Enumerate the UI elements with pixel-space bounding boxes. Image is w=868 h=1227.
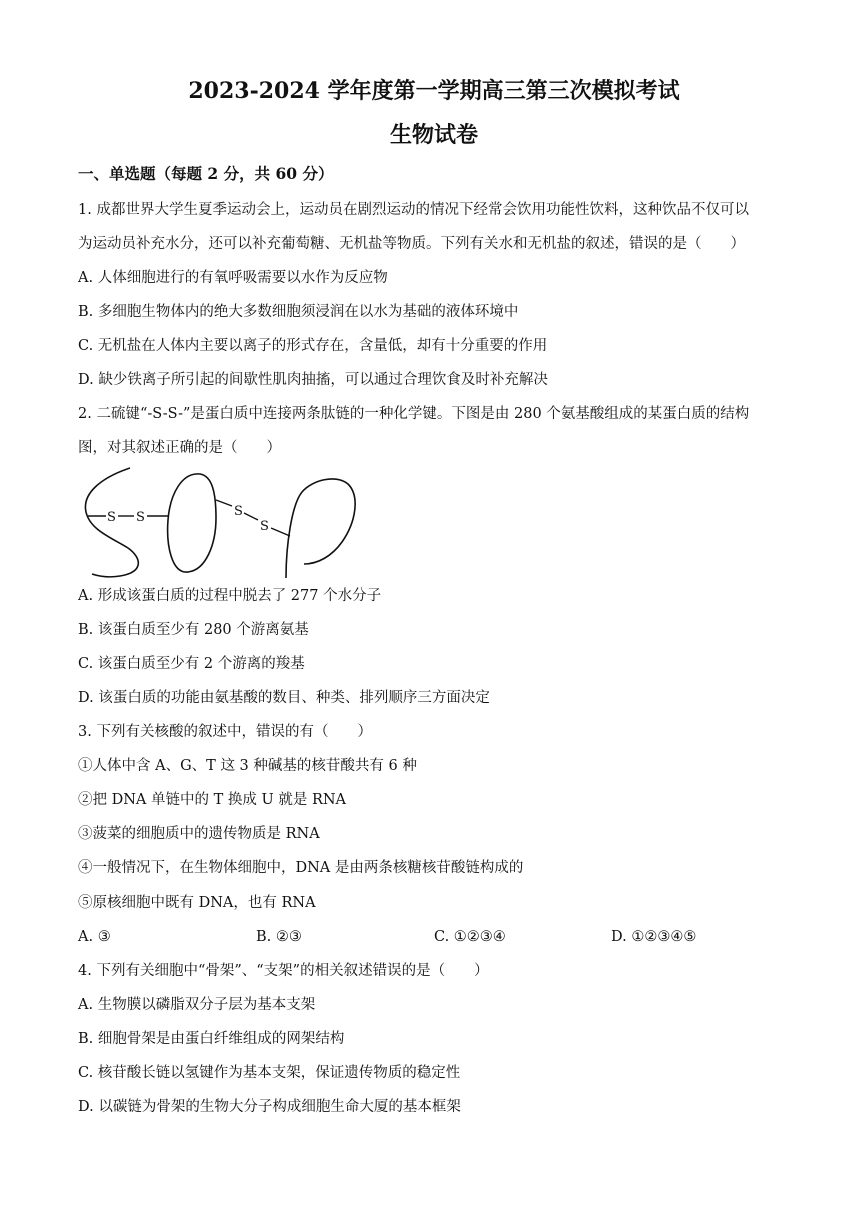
- exam-title: 2023-2024 学年度第一学期高三第三次模拟考试: [188, 78, 680, 104]
- q3-statement-5: ⑤原核细胞中既有 DNA，也有 RNA: [78, 895, 316, 911]
- q4-option-b: B. 细胞骨架是由蛋白纤维组成的网架结构: [78, 1031, 345, 1047]
- q2-option-a: A. 形成该蛋白质的过程中脱去了 277 个水分子: [78, 588, 382, 604]
- q3-option-b: B. ②③: [256, 929, 302, 945]
- q2-stem-line1: 2. 二硫键“-S-S-”是蛋白质中连接两条肽链的一种化学键。下图是由 280 个氨基酸组成的某蛋白质的结构: [78, 406, 750, 422]
- q1-stem-line2: 为运动员补充水分，还可以补充葡萄糖、无机盐等物质。下列有关水和无机盐的叙述，错误的是（ ）: [78, 236, 745, 252]
- q4-option-a: A. 生物膜以磷脂双分子层为基本支架: [78, 997, 316, 1013]
- q4-option-c: C. 核苷酸长链以氢键作为基本支架，保证遗传物质的稳定性: [78, 1065, 461, 1081]
- q4-option-d: D. 以碳链为骨架的生物大分子构成细胞生命大厦的基本框架: [78, 1099, 461, 1115]
- q3-option-c: C. ①②③④: [434, 929, 506, 945]
- sulfur-label: S: [136, 510, 145, 525]
- q1-option-d: D. 缺少铁离子所引起的间歇性肌肉抽搐，可以通过合理饮食及时补充解决: [78, 372, 548, 388]
- q1-option-a: A. 人体细胞进行的有氧呼吸需要以水作为反应物: [78, 270, 388, 286]
- q3-option-d: D. ①②③④⑤: [611, 929, 697, 945]
- exam-subtitle: 生物试卷: [389, 122, 478, 148]
- q1-option-b: B. 多细胞生物体内的绝大多数细胞须浸润在以水为基础的液体环境中: [78, 304, 519, 320]
- q3-option-a: A. ③: [78, 929, 111, 945]
- q1-option-c: C. 无机盐在人体内主要以离子的形式存在，含量低，却有十分重要的作用: [78, 338, 548, 354]
- q2-option-c: C. 该蛋白质至少有 2 个游离的羧基: [78, 656, 305, 672]
- q2-stem-line2: 图，对其叙述正确的是（ ）: [78, 440, 281, 456]
- peptide-chain-middle: [168, 474, 216, 572]
- sulfur-label: S: [107, 510, 116, 525]
- bond-line: [271, 528, 290, 536]
- q3-stem: 3. 下列有关核酸的叙述中，错误的有（ ）: [78, 724, 372, 740]
- q2-option-b: B. 该蛋白质至少有 280 个游离氨基: [78, 622, 309, 638]
- sulfur-label: S: [234, 504, 243, 519]
- peptide-chain-right: [286, 479, 355, 578]
- q4-stem: 4. 下列有关细胞中“骨架”、“支架”的相关叙述错误的是（ ）: [78, 963, 489, 979]
- section-heading: 一、单选题（每题 2 分，共 60 分）: [78, 164, 334, 183]
- protein-structure-figure: [80, 464, 360, 579]
- q2-option-d: D. 该蛋白质的功能由氨基酸的数目、种类、排列顺序三方面决定: [78, 690, 490, 706]
- q3-statement-4: ④一般情况下，在生物体细胞中，DNA 是由两条核糖核苷酸链构成的: [78, 860, 524, 876]
- sulfur-label: S: [260, 519, 269, 534]
- bond-line: [244, 513, 258, 520]
- q3-statement-3: ③菠菜的细胞质中的遗传物质是 RNA: [78, 826, 320, 842]
- q1-stem-line1: 1. 成都世界大学生夏季运动会上，运动员在剧烈运动的情况下经常会饮用功能性饮料，这种饮品不仅可以: [78, 202, 749, 218]
- q3-statement-1: ①人体中含 A、G、T 这 3 种碱基的核苷酸共有 6 种: [78, 758, 417, 774]
- q3-statement-2: ②把 DNA 单链中的 T 换成 U 就是 RNA: [78, 792, 347, 808]
- bond-line: [216, 500, 232, 506]
